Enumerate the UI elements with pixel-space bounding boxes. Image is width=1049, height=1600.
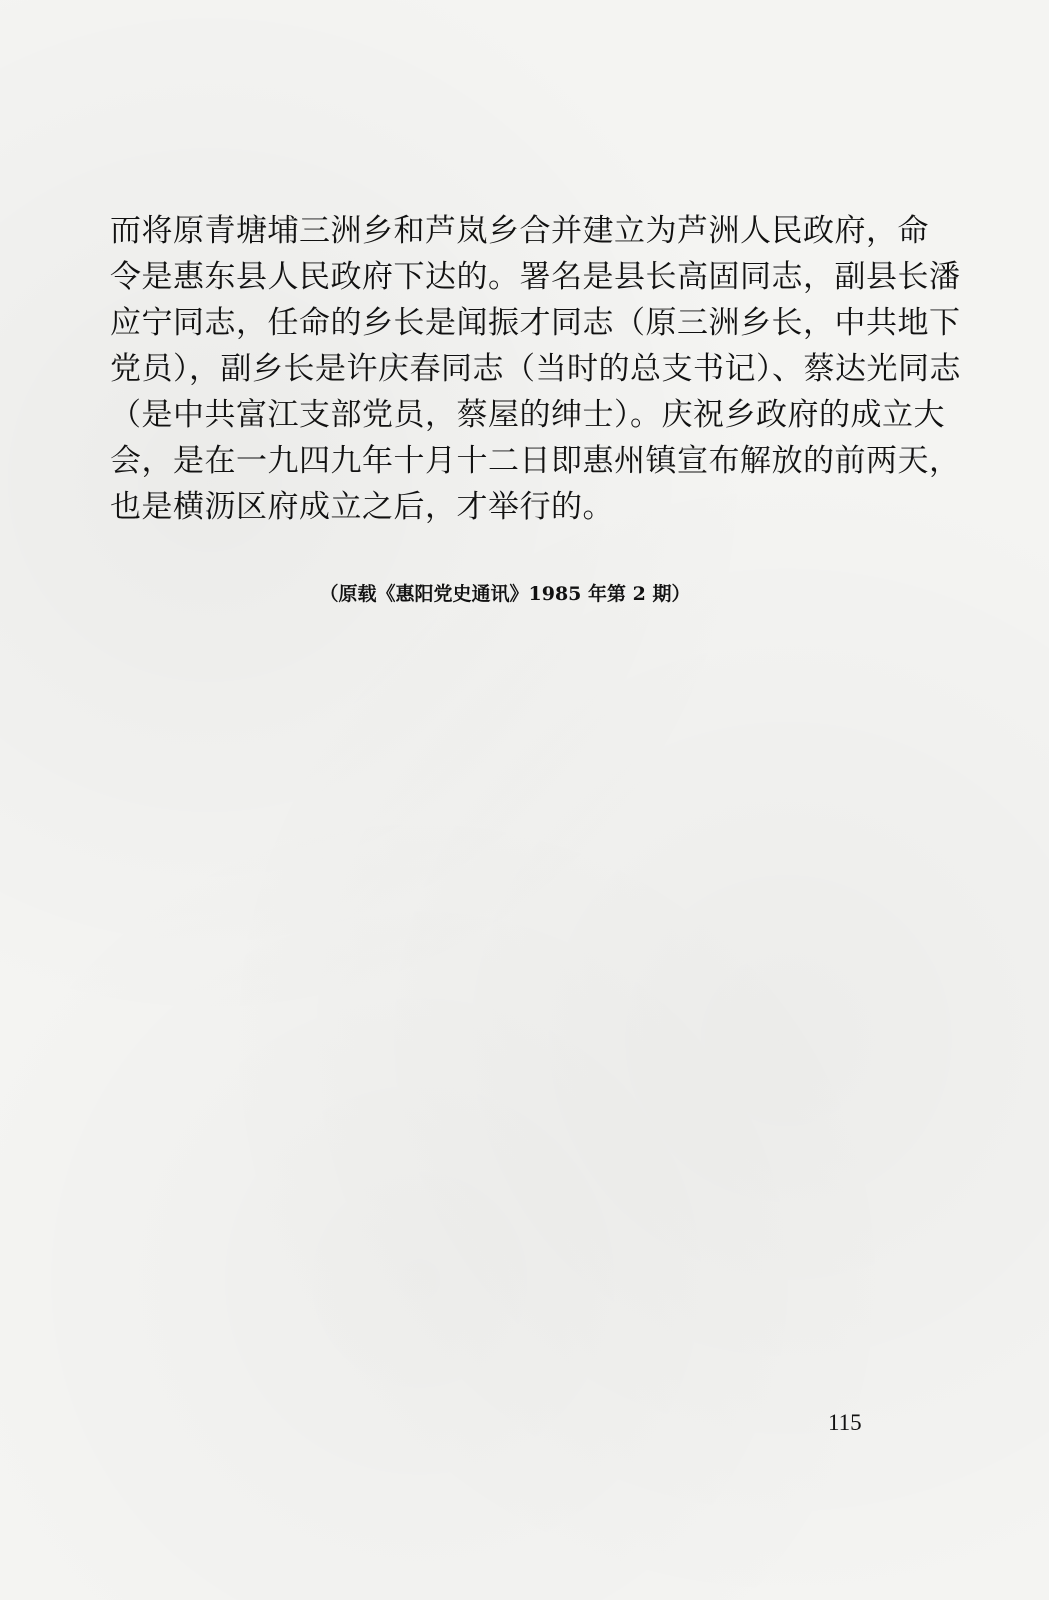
text-line: 也是横沥区府成立之后，才举行的。	[110, 489, 614, 525]
source-citation: （原载《惠阳党史通讯》1985 年第 2 期）	[319, 583, 691, 605]
text-line: 党员），副乡长是许庆春同志（当时的总支书记）、蔡达光同志	[110, 351, 961, 387]
page-number: 115	[828, 1410, 862, 1435]
text-line: 而将原青塘埔三洲乡和芦岚乡合并建立为芦洲人民政府，命	[110, 213, 929, 249]
text-line: 令是惠东县人民政府下达的。署名是县长高固同志，副县长潘	[110, 259, 961, 295]
text-line: 应宁同志，任命的乡长是闻振才同志（原三洲乡长，中共地下	[110, 305, 961, 341]
text-line: 会，是在一九四九年十月十二日即惠州镇宣布解放的前两天，	[110, 443, 961, 479]
body-paragraph	[110, 208, 961, 530]
text-line: （是中共富江支部党员，蔡屋的绅士）。庆祝乡政府的成立大	[110, 397, 945, 433]
